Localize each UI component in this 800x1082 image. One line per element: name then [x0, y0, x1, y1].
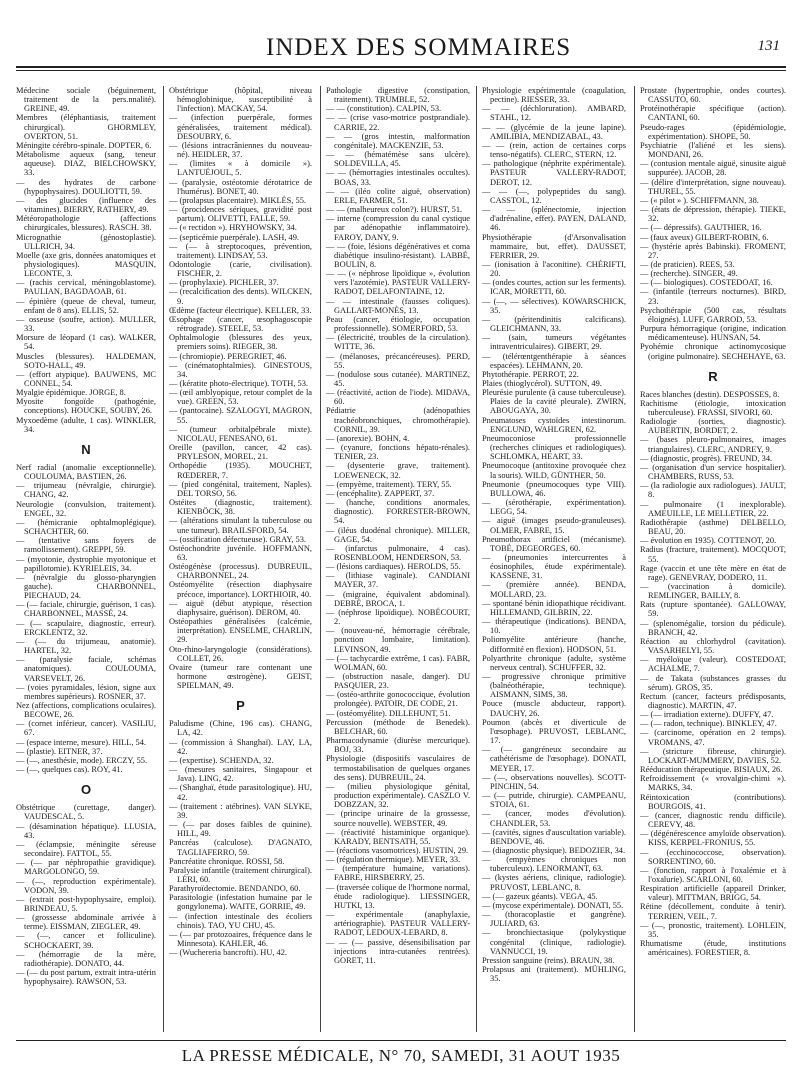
index-entry: Radiothérapie (asthme) DELBELLO, BEAU, 20.	[640, 517, 786, 537]
index-entry: — (cornet inférieur, cancer). VASILIU, 67.	[16, 719, 156, 738]
index-entry: — (— scapulaire, diagnostic, erreur). ERCKLENTZ, 32.	[16, 618, 156, 637]
index-entry: — (Shanghaï, étude parasitologique). HU, 42.	[169, 783, 312, 802]
index-entry: Poumon (abcès et diverticule de l'œsophage). PRUVOST, LEBLANC, 17.	[482, 717, 626, 746]
index-entry: Physiothérapie (d'Arsonvalisation mammaire, but, effet). DAUSSET, FERRIER, 29.	[482, 232, 626, 260]
section-letter: O	[80, 782, 92, 798]
index-entry: — (états de dépression, thérapie). TIEKE, 32.	[640, 205, 786, 224]
index-entry: — progressive chronique primitive (balnéothérapie, technique). AISMANN, SIMS, 38.	[482, 672, 626, 700]
index-entry: Rétine (décollement, conduite à tenir). TERRIEN, VEIL, 7.	[640, 902, 786, 921]
index-entry: — (— gangréneux secondaire au cathétérisme de l'œsophage). DONATI, MEYER, 17.	[482, 745, 626, 773]
index-entry: Parathyroïdectomie. BENDANDO, 60.	[169, 884, 301, 894]
index-entry: — (ecchinococcose, observation). SORRENTINO, 60.	[640, 847, 786, 866]
index-entry: — (la radiologie aux radiologues). JAULT, 8.	[640, 481, 786, 500]
index-entry: — (désamination hépatique). LLUSIA, 43.	[16, 821, 156, 840]
index-column-2	[169, 86, 312, 1032]
index-entry: Micrognathie (génostoplastie). ULLRICH, 34.	[16, 232, 156, 251]
index-entry: — — (foie, lésions dégénératives et coma diabétique insulino-résistant). LABBÉ, BOULIN, 8.	[326, 241, 470, 269]
index-entry: — (ionisation à l'aconitine). CHÉRIFTI, 20.	[482, 259, 626, 279]
index-entry: — (électricité, troubles de la circulation). WITTE, 36.	[326, 333, 470, 352]
index-entry: — thérapeutique (indications). BENDA, 10.	[482, 617, 626, 636]
index-entry: — — intestinale (fausses coliques). GALLART-MONÈS, 13.	[326, 296, 470, 315]
index-entry: — (septicémie puerpérale). LASH, 49.	[169, 232, 300, 242]
index-entry: — (réactions vasomotrices). HUSTIN, 29.	[326, 845, 469, 855]
index-entry: Pseudo-rages (épidémiologie, expérimentation). SHOPE, 50.	[640, 122, 786, 141]
index-entry: — (infarctus pulmonaire, 4 cas). ROSENBLOOM, HENDERSON, 53.	[326, 543, 470, 562]
index-entry: — (prophylaxie). PICHLER, 37.	[169, 278, 279, 288]
index-entry: Ostéochondrite juvénile. HOFFMANN, 63.	[169, 543, 312, 562]
index-entry: — — (hématémèse sans ulcère). SOLDEVILLA, 45.	[326, 150, 470, 169]
index-entry: — — (hémorragies intestinales occultes). BOAS, 33.	[326, 168, 470, 187]
index-entry: — (— par doses faibles de quinine). HILL, 49.	[169, 820, 312, 839]
index-entry: — aiguë (images pseudo-granuleuses). OLMER, FABRE, 15.	[482, 516, 626, 535]
index-entry: — (— radon, technique). BINKLEY, 47.	[640, 719, 777, 729]
index-entry: Plaies (thioglycérol). SUTTON, 49.	[482, 379, 602, 388]
index-entry: — (empyème, traitement). TERY, 55.	[326, 479, 452, 489]
index-entry: — (délire d'interprétation, signe nouveau). THUREL, 55.	[640, 177, 786, 196]
index-entry: Phytothérapie. PERROT, 22.	[482, 369, 579, 379]
index-entry: — trijumeau (névralgie, chirurgie). CHANG, 42.	[16, 481, 156, 500]
index-entry: Météoropathologie (affections chirurgicales, blessures). RASCH. 38.	[16, 214, 156, 233]
index-entry: — (— putride, chirurgie). CAMPEANU, STOIA, 61.	[482, 791, 626, 810]
index-entry: — (procidences sériques, gravidité post partum). OLIVETTI, FALLE, 59.	[169, 205, 312, 224]
index-entry: Ostéomyélite (résection diaphysaire précoce, importance). LORTHIOIR, 40.	[169, 580, 312, 599]
index-entry: Rats (rupture spontanée). GALLOWAY, 59.	[640, 600, 786, 619]
index-entry: Moelle (axe gris, données anatomiques et physiologiques). MASQUIN, LECONTE, 3.	[16, 250, 156, 279]
index-entry: — (— par néphropathie gravidique). MARGOLONGO, 59.	[16, 858, 156, 877]
index-columns	[16, 86, 786, 1036]
index-entry: Protéinothérapie spécifique (action). CANTANI, 60.	[640, 104, 786, 123]
index-entry: Réintoxication (contributions). BOURGOIS, 41.	[640, 792, 786, 811]
index-entry: — (lithiase vaginale). CANDIANI MAYER, 37.	[326, 571, 470, 590]
index-entry: — évolution en 1935). COTTENOT, 20.	[640, 536, 777, 546]
index-entry: — épinière (queue de cheval, tumeur, enfant de 8 ans). ELLIS, 52.	[16, 296, 156, 315]
index-entry: — (—, reproduction expérimentale). VODON, 39.	[16, 876, 156, 895]
page-number: 131	[757, 38, 780, 54]
section-letter: R	[708, 368, 718, 384]
page-footer	[16, 1040, 786, 1064]
index-entry: Membres (éléphantiasis, traitement chirurgical). GHORMLEY, OVERTON, 51.	[16, 113, 156, 141]
index-entry: Psychiatrie (l'aliéné et les siens). MONDANI, 26.	[640, 140, 786, 160]
index-entry: — (plastie). EITNER, 37.	[16, 746, 103, 756]
index-entry: Rééducation thérapeutique. BISIAUX, 26.	[640, 765, 783, 775]
index-entry: — (espace interne, mesure). HILL, 54.	[16, 737, 146, 747]
index-entry: — — (—, polypeptides du sang). CASSTOL, 12.	[482, 186, 626, 205]
index-entry: — (extrait post-hypophysaire, emploi). BRINDEAU, 5.	[16, 894, 156, 913]
index-entry: — (pneumonies intercurrentes à éosinophiles, étude expérimentale). KASSENE, 31.	[482, 552, 626, 581]
index-entry: — (— tachycardie extrême, 1 cas). FABR, WOLMAN, 60.	[326, 653, 470, 672]
index-entry: — (télérœntgenthérapie à séances espacées). LEHMANN, 20.	[482, 351, 626, 370]
index-entry: — (traitement : atébrines). VAN SLYKE, 39.	[169, 801, 312, 820]
index-entry: — des hydrates de carbone (hypophysaires). DOULIOTTI, 59.	[16, 177, 156, 196]
index-entry: — (anorexie). BOHN, 4.	[326, 433, 410, 443]
index-entry: Pneumoconiose professionnelle (recherches cliniques et radiologiques). SCHLOMKA, HEART, 33.	[482, 433, 626, 462]
index-entry: — (péritendinitis calcificans). GLEICHMANN, 33.	[482, 314, 626, 334]
index-entry: — (contusion mentale aiguë, sinusite aiguë suppurée). JACOB, 28.	[640, 159, 786, 178]
index-entry: — (ondes courtes, action sur les ferments). ICAR, MORETTI, 60.	[482, 278, 626, 297]
index-entry: Parasitologie (infestation humaine par le gongylonema). WAITE, GORRIE, 49.	[169, 893, 312, 912]
index-entry: — (œil amblyopique, retour complet de la vue). GREEN, 53.	[169, 388, 312, 407]
index-entry: — (sérothérapie, expérimentation). LEGG, 54.	[482, 498, 626, 517]
index-entry: — (grossesse abdominale arrivée à terme). EISSMAN, ZIEGLER, 49.	[16, 913, 156, 932]
index-entry: Pleurésie purulente (à cause tuberculeuse). Plaies de la cavité pleurale). ZWIRN, ABOUGAYA, 30.	[482, 388, 626, 416]
index-entry: Obstétrique (hôpital, niveau hémoglobinique, susceptibilité à l'infection). MACKAY, 54.	[169, 86, 312, 114]
index-entry: — (— biologiques). COSTEDOAT, 16.	[640, 278, 773, 288]
page-title: INDEX DES SOMMAIRES	[266, 34, 572, 61]
index-entry: — (diagnostic, progrès). FREUND, 34.	[640, 453, 773, 463]
index-entry: — (ossification défectueuse). GRAY, 53.	[169, 534, 306, 544]
index-entry: — (commission à Shanghaï). LAY, LA, 42.	[169, 737, 312, 756]
index-entry: — (voies pyramidales, lésion, signe aux membres supérieurs). ROSNER, 37.	[16, 682, 156, 701]
column-divider	[163, 86, 164, 1032]
index-entry: Œdème (facteur électrique). KELLER, 33.	[169, 305, 312, 315]
index-entry: Paralysie infantile (traitement chirurgical). LÉRI, 60.	[169, 865, 312, 884]
index-entry: Paludisme (Chine, 196 cas). CHANG, LA, 42.	[169, 719, 312, 738]
index-entry: Pharmacodynamie (diurèse mercurique). BOJ, 33.	[326, 736, 470, 755]
index-entry: — (altérations simulant la tuberculose ou une tumeur). BRAILSFORD, 54.	[169, 516, 312, 535]
index-entry: Pédiatrie (adénopathies trachéobronchiques, chromothérapie). CORNIL, 39.	[326, 406, 470, 434]
index-entry: — (—, — sélectives). KOWARSCHICK, 35.	[482, 296, 626, 315]
index-entry: — (—, cancer et folliculine). SCHOCKAERT, 39.	[16, 931, 156, 950]
index-entry: — (cinématophtalmies). GINESTOUS, 34.	[169, 360, 312, 379]
index-entry: — (mélanoses, précancéreuses). PERD, 55.	[326, 351, 470, 370]
index-entry: — (mesures sanitaires, Singapour et Java). LING, 42.	[169, 765, 312, 784]
index-entry: Pouce (muscle abducteur, rapport). DAUCHY, 26.	[482, 699, 626, 718]
index-entry: — (thoracoplastie et gangrène). JULIARD, 63.	[482, 910, 626, 929]
index-entry: — (température humaine, variations). FABRE, HIRSBERRY, 25.	[326, 864, 470, 883]
index-entry: — (—, observations nouvelles). SCOTT-PINCHIN, 54.	[482, 772, 626, 791]
index-entry: Muscles (blessures). HALDEMAN, SOTO-HALL, 49.	[16, 351, 156, 370]
index-entry: Physiologie expérimentale (coagulation, pectine). RIESSER, 33.	[482, 86, 626, 105]
index-entry: — (dégénérescence amyloïde observation). KISS, KERPEL-FRONIUS, 55.	[640, 829, 786, 848]
index-entry: — (cancer, diagnostic rendu difficile). CEREVY, 48.	[640, 810, 786, 830]
index-entry: — (régulation thermique). MEYER, 33.	[326, 855, 461, 865]
index-entry: — (nouveau-né, hémorragie cérébrale, ponction lombaire, limitation). LEVINSON, 49.	[326, 626, 470, 654]
index-entry: — (iléus duodénal chronique). MILLER, GAGE, 54.	[326, 525, 470, 544]
index-entry: Pancréatite chronique. ROSSI, 58.	[169, 856, 285, 866]
index-entry: — (— faciale, chirurgie, guérison, 1 cas). CHARBONNEL, MASSÉ, 24.	[16, 600, 156, 619]
index-entry: — (traversée colique de l'hormone normal, étude radiologique). LIESSINGER, HUTKI, 13.	[326, 882, 470, 910]
index-entry: — (— dépressifs). GAUTHIER, 16.	[640, 223, 762, 233]
index-entry: — (— du post partum, extrait intra-utérin hypophysaire). RAWSON, 53.	[16, 968, 156, 987]
index-entry: — (limites « à domicile »). LANTUÉJOUL, 5.	[169, 159, 312, 178]
index-entry: — (bases pleuro-pulmonaires, images triangulaires). CLERC, ANDREY, 9.	[640, 435, 786, 454]
index-entry: Nerf radial (anomalie exceptionnelle). COULOUMA, BASTIEN, 26.	[16, 462, 156, 482]
index-entry: — (lésions intracrâniennes du nouveau-né). HEIDLER, 37.	[169, 140, 312, 160]
index-entry: Myosite fongoïde (pathogénie, conceptions). HOUCKE, SOUBY, 26.	[16, 397, 156, 416]
index-entry: — (lésions cardiaques). HEROLDS, 55.	[326, 562, 461, 572]
index-entry: Orthopédie (1935). MOUCHET, RŒDERER, 7.	[169, 461, 312, 480]
index-entry: — — (constitution). CALPIN, 53.	[326, 104, 442, 114]
index-entry: Ovaire (tumeur rare contenant une hormone œstrogène). GEIST, SPIELMAN, 49.	[169, 662, 312, 691]
index-entry: Pathologie digestive (constipation, traitement). TRUMBLE, 52.	[326, 86, 470, 105]
index-entry: — (carcinome, opération en 2 temps). VROMANS, 47.	[640, 728, 786, 747]
index-column-1	[16, 86, 156, 1032]
column-divider	[320, 86, 321, 1032]
index-entry: Pneumonie (pneumocoques type VIII). BULLOWA, 46.	[482, 479, 626, 498]
index-entry: — (« pilot » ). SCHIFFMANN, 38.	[640, 195, 759, 205]
index-column-5	[640, 86, 786, 1032]
index-entry: Radius (fracture, traitement). MOCQUOT, 55.	[640, 545, 786, 564]
index-entry: Rachitisme (étiologie, intoxication tuberculeuse). FRASSI, SIVORI, 60.	[640, 398, 786, 417]
index-entry: — (recherche). SINGER, 49.	[640, 269, 738, 279]
index-entry: — spontané bénin idiopathique récidivant. HILLEMAND, GILBRIN, 22.	[482, 598, 626, 617]
index-entry: — pathologique (néphrite expérimentale). PASTEUR VALLERY-RADOT, DEROT, 12.	[482, 159, 626, 187]
index-entry: — (paralysie faciale, schémas anatomiques). COULOUMA, VARSEVELT, 26.	[16, 655, 156, 683]
index-entry: — (— à streptocoques, prévention, traitement). LINDSAY, 53.	[169, 241, 312, 260]
index-entry: — — (malheureux colon?). HURST, 51.	[326, 205, 463, 215]
index-entry: — — (« néphrose lipoïdique », évolution vers l'azotémie). PASTEUR VALLERY-RADOT, DELAFONTAINE, 12.	[326, 269, 470, 297]
index-entry: — (— irradiation externe). DUFFY, 47.	[640, 710, 774, 720]
index-entry: — (stricture fibreuse, chirurgie). LOCKART-MUMMERY, DAVIES, 52.	[640, 746, 786, 765]
index-entry: — interne (compression du canal cystique par adénopathie inflammatoire). FAROY, DANY, 9.	[326, 214, 470, 242]
index-entry: — (éclampsie, méningite séreuse secondaire). FATTOL, 55.	[16, 839, 156, 859]
index-entry: Réaction au chlorhydrol (cavitation). VASARHELYI, 55.	[640, 636, 786, 656]
section-letter: P	[236, 698, 245, 714]
index-entry: Races blanches (destin). DESPOSSES, 8.	[640, 389, 780, 399]
index-entry: — (cancer, modes d'évolution). CHANDLER, 53.	[482, 809, 626, 828]
index-entry: — (kératite photo-électrique). TOTH, 53.	[169, 379, 308, 388]
index-entry: Odontologie (carie, civilisation). FISCHER, 2.	[169, 259, 312, 279]
index-entry: — (infantile (terreurs nocturnes). BIRD, 23.	[640, 287, 786, 306]
index-entry: — osseuse (soufre, action). MULLER, 33.	[16, 314, 156, 334]
index-entry: — (faux aveux) GILBERT-ROBIN, 6.	[640, 232, 769, 242]
index-entry: Physiologie (dispositifs vasculaires de termostabilisation de quelques organes des sens). DUBREUIL, 24.	[326, 754, 470, 782]
index-entry: — — (— passive, désensibilisation par injections intra-cutanées rentrées). GORET, 11.	[326, 937, 470, 965]
index-entry: — (mycose expérimentale). DONATI, 55.	[482, 900, 624, 910]
index-entry: — (diagnostic physique). BEDOZIER, 34.	[482, 845, 626, 855]
index-entry: — (hémorragie de la mère, radiothérapie). DONATO, 44.	[16, 949, 156, 968]
index-entry: — aiguë (début atypique, résection diaphysaire, guérison). DEROM, 40.	[169, 598, 312, 617]
index-entry: Myxoedème (adulte, 1 cas). WINKLER, 34.	[16, 415, 156, 434]
index-entry: Percussion (méthode de Benedek). BELCHAR, 60.	[326, 717, 470, 736]
index-entry: — (sain, tumeurs végétantes intraventriculaires). GIBERT, 29.	[482, 333, 626, 352]
index-entry: — (obstruction nasale, danger). DU PASQUIER, 23.	[326, 672, 470, 691]
index-entry: Myalgie épidémique. JORGE, 8.	[16, 388, 126, 398]
index-entry: — (—, pronostic, traitement). LOHLEIN, 35.	[640, 920, 786, 939]
index-entry: — — (rein, action de certaines corps tenso-négatifs). CLERC, STERN, 12.	[482, 140, 626, 160]
index-entry: Obstétrique (curettage, danger). VAUDESCAL, 5.	[16, 803, 156, 822]
index-entry: Morsure de léopard (1 cas). WALKER, 54.	[16, 333, 156, 352]
index-entry: — (tumeur orbitalpébrale mixte). NICOLAU, FENESANO, 61.	[169, 424, 312, 443]
index-entry: Pression sanguine (reins). BRAUN, 38.	[482, 955, 615, 965]
index-entry: — bronchiectasique (polykystique congénital (clinique, radiologie). VANNUCCI, 19.	[482, 928, 626, 956]
index-entry: Oreille (pavillon, cancer, 42 cas). PRYLESON, MOREL, 21.	[169, 443, 312, 462]
index-entry: — (hanche, conditions anormales, diagnostic). FORRESTER-BROWN, 54.	[326, 498, 470, 526]
index-entry: — (« rectidon »). HRYHOWSKY, 34.	[169, 223, 297, 233]
index-entry: — (réactivité histaminique organique). KARADY, BENTSATH, 55.	[326, 827, 470, 846]
index-entry: — (—, anesthésie, mode). ERCZY, 55.	[16, 755, 148, 765]
index-entry: — (prolapsus placentaire). MIKLÉS, 55.	[169, 195, 306, 205]
index-entry: Neurologie (convulsion, traitement). ENGEL, 32.	[16, 499, 156, 518]
index-entry: — (réactivité, action de l'iode). MIDAVA, 60.	[326, 388, 470, 407]
index-entry: — (nodulose sous cutanée). MARTINEZ, 45.	[326, 369, 470, 388]
index-entry: — (rachis cervical, méningoblastome). PAULIAN, BAGDAOAB, 61.	[16, 278, 156, 297]
index-entry: — (pied congénital, traitement, Naples). DEL TORSO, 56.	[169, 479, 312, 498]
index-entry: Rectum (cancer, facteurs prédisposants, diagnostic). MARTIN, 47.	[640, 691, 786, 710]
index-entry: Médecine sociale (béguinement, traitement de la pers.nnalité). GREINE, 49.	[16, 86, 156, 114]
footer-rule	[16, 1040, 786, 1041]
index-column-4	[482, 86, 626, 1032]
index-entry: Oto-rhino-laryngologie (considérations). COLLET, 26.	[169, 644, 312, 663]
index-entry: Nez (affections, complications oculaires). BECOWE, 26.	[16, 701, 156, 720]
index-entry: Psychothérapie (500 cas, résultats éloignés). LUFF, GARROD, 53.	[640, 305, 786, 324]
index-entry: Polyarthrite chronique (adulte, système nerveux central). SCHUFFER, 32.	[482, 653, 626, 672]
index-entry: — (myotonie, dystrophie myotonique et papillotomie). KYRIELEIS, 34.	[16, 554, 156, 573]
index-entry: — (cyanure, fonctions hépato-rénales). TENIER, 23.	[326, 443, 470, 462]
index-entry: — (néphrose lipoïdique). NOBÉCOURT, 2.	[326, 607, 470, 627]
index-entry: — pulmonaire (1 inexplorable). AMEUILLE, LE MELLETIER, 22.	[640, 499, 786, 518]
index-entry: Pneumocoque (antitoxine provoquée chez la souris). WILD, GÜNTHER, 50.	[482, 461, 626, 480]
index-entry: — (splenomégalie, torsion du pédicule). BRANCH, 42.	[640, 618, 786, 637]
index-entry: — — (crise vaso-motrice postprandiale). CARRIE, 22.	[326, 113, 470, 132]
index-entry: Refroidissement (« vrovalgin-chimi »). MARKS, 34.	[640, 774, 786, 793]
index-entry: Ophtalmologie (blessures des yeux, premiers soins). RIEGER, 38.	[169, 333, 312, 352]
index-entry: Respiration artificielle (appareil Drinker, valeur). MITTMAN, BRIGG, 54.	[640, 884, 786, 903]
index-entry: Pyohémie chronique actinomycosique (origine pulmonaire). SECHEHAYE, 63.	[640, 342, 786, 361]
column-divider	[634, 86, 635, 1032]
index-entry: — (cavités, signes d'auscultation variable). BENDOVE, 46.	[482, 827, 626, 846]
index-entry: — (hémicranie ophtalmoplégique). SCHACHTER, 60.	[16, 517, 156, 537]
header-rule-thin	[16, 70, 786, 71]
index-entry: — (première année). BENDA, MOLLARD, 23.	[482, 580, 626, 599]
index-entry: — expérimentale (anaphylaxie, artériographie). PASTEUR VALLERY-RADOT, LEDOUX-LEBARD, 8.	[326, 910, 470, 938]
index-entry: — (chromiopie). PEREGRIET, 46.	[169, 351, 287, 361]
index-entry: Œsophage (cancer, œsophagoscopie rétrograde). STEELE, 53.	[169, 314, 312, 334]
index-entry: Prostate (hypertrophie, ondes courtes). CASSUTO, 60.	[640, 86, 786, 105]
index-entry: Radiologie (sorties, diagnostic). AUBERTIN, BORDET, 2.	[640, 417, 786, 436]
index-entry: Méningite cérébro-spinale. DOPTER, 6.	[16, 140, 152, 150]
index-entry: Peau (cancer, étiologie, occupation professionnelle). SOMERFORD, 53.	[326, 314, 470, 334]
index-entry: Ostéopathies généralisées (calcémie, interprétation). ENSELME, CHARLIN, 29.	[169, 617, 312, 645]
index-entry: — (hystérie après Babinski). FROMENT, 27.	[640, 241, 786, 260]
index-entry: — (vaccination à domicile). REMLINGER, BAILLY, 8.	[640, 581, 786, 601]
index-entry: — (ostéomyélite). DILLEHUNT, 51.	[326, 708, 451, 718]
index-entry: — (névralgie du glosso-pharyngien gauche). CHARBONNEL, PIECHAUD, 24.	[16, 572, 156, 601]
index-entry: Pneumothorax artificiel (mécanisme). TOBÉ, DEGEORGES, 60.	[482, 534, 626, 553]
column-divider	[476, 86, 477, 1032]
index-entry: — (effort atypique). BAUWENS, MC CONNEL, 54.	[16, 369, 156, 388]
index-entry: — (— par protozoaires, fréquence dans le Minnesota). KAHLER, 46.	[169, 929, 312, 949]
index-entry: Ostéites (diagnostic, traitement). KIENBÖCK, 38.	[169, 498, 312, 517]
index-entry: Rhumatisme (étude, institutions américaines). FORESTIER, 8.	[640, 939, 786, 958]
index-entry: — (ostéo-arthrite gonococcique, évolution prolongée). PATOIR, DE CODE, 21.	[326, 690, 470, 709]
index-entry: — (expertise). SCHENDA, 32.	[169, 755, 274, 765]
index-entry: — (empyèmes chroniques non tuberculeux). LENORMANT, 63.	[482, 855, 626, 874]
index-entry: — (organisation d'un service hospitalier). CHAMBERS, RUSS, 53.	[640, 462, 786, 482]
index-entry: — (— du trijumeau, anatomie). HARTEL, 32.	[16, 636, 156, 656]
index-entry: Poliomyélite antérieure (hanche, difformité en flexion). HODSON, 51.	[482, 635, 626, 654]
index-entry: Métabolisme aqueux (sang, teneur aqueuse). DIAZ, BIELCHOWSKY, 33.	[16, 150, 156, 178]
index-entry: Pneumatoses cystoïdes intestinorum. ENGLUND, WAHLGREN, 62.	[482, 415, 626, 434]
index-entry: — (de praticien). REES, 53.	[640, 259, 735, 269]
index-entry: — (— gazeux géants). VEGA, 45.	[482, 891, 598, 901]
index-entry: — — (glycémie de la jeune lapine). AMILIBIA, MENDIZABAL, 43.	[482, 122, 626, 141]
section-letter: N	[81, 441, 91, 457]
index-entry: Prolapsus ani (traitement). MÜHLING, 35.	[482, 965, 626, 984]
index-entry: — (paralysie, ostéotomie dérotatrice de l'humérus). BONET, 40.	[169, 177, 312, 196]
index-entry: — (principe urinaire de la grossesse, source nouvelle). WEBSTER, 49.	[326, 809, 470, 828]
index-entry: — — (iléo colite aiguë, observation) ERLE, FARMER, 51.	[326, 186, 470, 205]
index-entry: — — (déchloruration). AMBARD, STAHL, 12.	[482, 104, 626, 123]
index-entry: — (—, quelques cas). ROY, 41.	[16, 765, 123, 775]
index-entry: — (fonction, rapport à l'oxalémie et à l'oxalurie). SCARLONI, 60.	[640, 865, 786, 884]
page-header	[16, 30, 786, 66]
index-entry: — (encéphalite). ZAPPERT, 37.	[326, 488, 435, 498]
index-entry: — (infection intestinale des écoliers chinois). TAO, YU CHU, 45.	[169, 911, 312, 930]
index-entry: — myéloïque (valeur). COSTEDOAT, ACHALME, 7.	[640, 655, 786, 674]
index-entry: — de Takata (substances grasses du sérum). GROS, 35.	[640, 673, 786, 692]
index-entry: Ostéogénèse (processus). DUBREUIL, CHARBONNEL, 24.	[169, 562, 312, 581]
index-entry: Rage (vaccin et une tête mère en état de rage). GENEVRAY, DODERO, 11.	[640, 563, 786, 582]
index-entry: — (Wuchereria bancrofti). HU, 42.	[169, 948, 288, 958]
index-entry: — (pantocaine). SZALOGYI, MAGRON, 55.	[169, 406, 312, 425]
journal-footer-text: LA PRESSE MÉDICALE, N° 70, SAMEDI, 31 AOUT 1935	[181, 1046, 621, 1065]
index-entry: — (recalcification des dents). WILCKEN, 9.	[169, 287, 312, 306]
index-entry: — (dysenterie grave, traitement). LOEWENECK, 32.	[326, 461, 470, 480]
index-entry: — (tentative sans foyers de ramollissement). GREPPI, 59.	[16, 536, 156, 555]
index-entry: — — (gros intestin, malformation congénitale). MACKENZIE, 53.	[326, 131, 470, 150]
index-entry: Purpura hémorragique (origine, indication médicamenteuse). HUNSAN, 54.	[640, 324, 786, 343]
index-entry: Pancréas (calculose). D'AGNATO, TAGLIAFERRO, 59.	[169, 838, 312, 857]
index-entry: — (infection puerpérale, formes généralisées, traitement médical). DESOUBRY, 6.	[169, 113, 312, 141]
index-entry: — (kystes aériens, clinique, radiologie). PRUVOST, LEBLANC, 8.	[482, 873, 626, 892]
index-column-3	[326, 86, 470, 1032]
index-entry: — des glucides (influence des vitamines). BIERRY, RATHERY, 49.	[16, 195, 156, 215]
index-entry: — (migraine, équivalent abdominal). DEBRÉ, BROCA, 1.	[326, 589, 470, 608]
index-entry: — (milieu physiologique génital, production expérimentale). CASZLO V. DOBZZAN, 32.	[326, 781, 470, 810]
header-rule	[16, 66, 786, 68]
index-entry: — — (splénectomie, injection d'adrénaline, effet). PAYEN, DALAND, 46.	[482, 205, 626, 233]
